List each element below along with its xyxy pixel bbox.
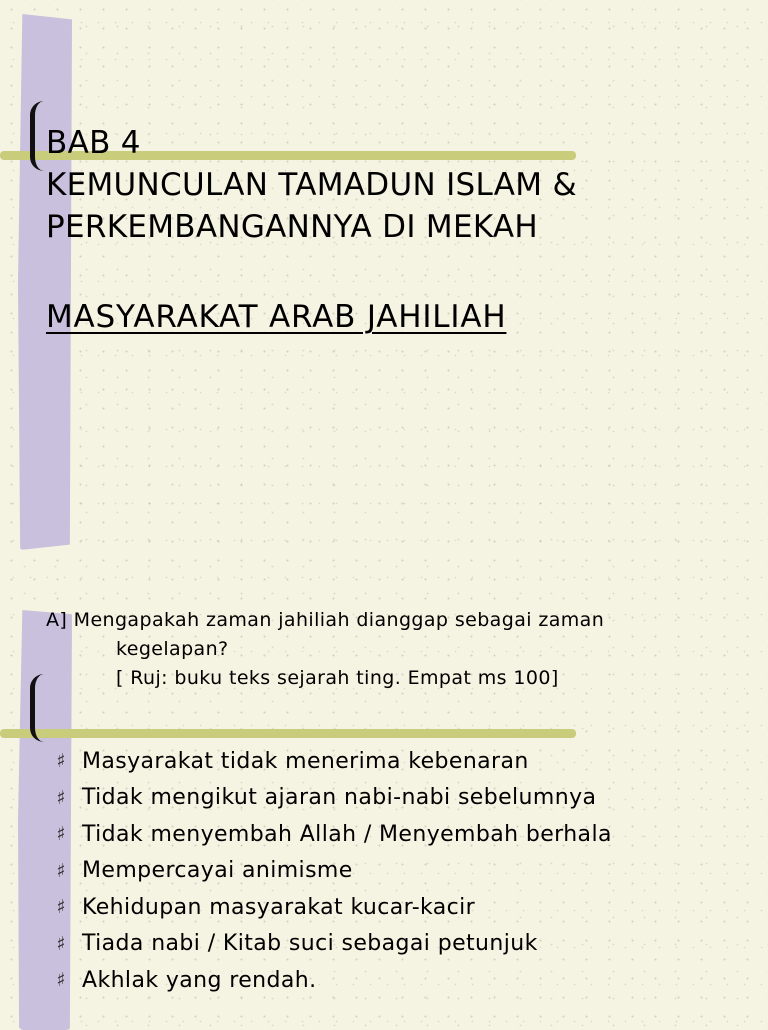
list-item-text: Akhlak yang rendah. xyxy=(82,967,317,993)
hash-bullet-icon: ♯ xyxy=(56,969,66,992)
question-line-1: A] Mengapakah zaman jahiliah dianggap sebagai zaman xyxy=(46,609,605,631)
hash-bullet-icon: ♯ xyxy=(56,896,66,919)
hash-bullet-icon: ♯ xyxy=(56,786,66,809)
decorative-side-bar xyxy=(18,14,72,550)
list-item xyxy=(50,962,612,999)
title-line-2: PERKEMBANGANNYA DI MEKAH xyxy=(46,209,539,245)
hash-bullet-icon: ♯ xyxy=(56,750,66,773)
list-item-text: Tidak mengikut ajaran nabi-nabi sebelumnya xyxy=(82,785,597,811)
list-item xyxy=(50,926,612,963)
slide-2 xyxy=(0,560,768,1024)
slide-subtitle: MASYARAKAT ARAB JAHILIAH xyxy=(46,299,507,335)
title-line-chapter: BAB 4 xyxy=(46,125,141,161)
answer-list xyxy=(50,743,612,999)
list-item-text: Mempercayai animisme xyxy=(82,858,353,884)
hash-bullet-icon: ♯ xyxy=(56,823,66,846)
list-item-text: Tiada nabi / Kitab suci sebagai petunjuk xyxy=(82,931,538,957)
list-item xyxy=(50,780,612,817)
list-item xyxy=(50,853,612,890)
list-item xyxy=(50,889,612,926)
question-line-2: kegelapan? xyxy=(116,638,229,660)
list-item-text: Masyarakat tidak menerima kebenaran xyxy=(82,748,529,774)
decorative-horizontal-line xyxy=(0,729,576,738)
list-item xyxy=(50,743,612,780)
hash-bullet-icon: ♯ xyxy=(56,859,66,882)
title-line-1: KEMUNCULAN TAMADUN ISLAM & xyxy=(46,167,577,203)
hash-bullet-icon: ♯ xyxy=(56,932,66,955)
list-item xyxy=(50,816,612,853)
slide-title xyxy=(46,122,746,248)
question-block xyxy=(46,606,746,693)
list-item-text: Kehidupan masyarakat kucar-kacir xyxy=(82,894,476,920)
question-reference: [ Ruj: buku teks sejarah ting. Empat ms 100] xyxy=(116,667,559,689)
list-item-text: Tidak menyembah Allah / Menyembah berhala xyxy=(82,821,612,847)
